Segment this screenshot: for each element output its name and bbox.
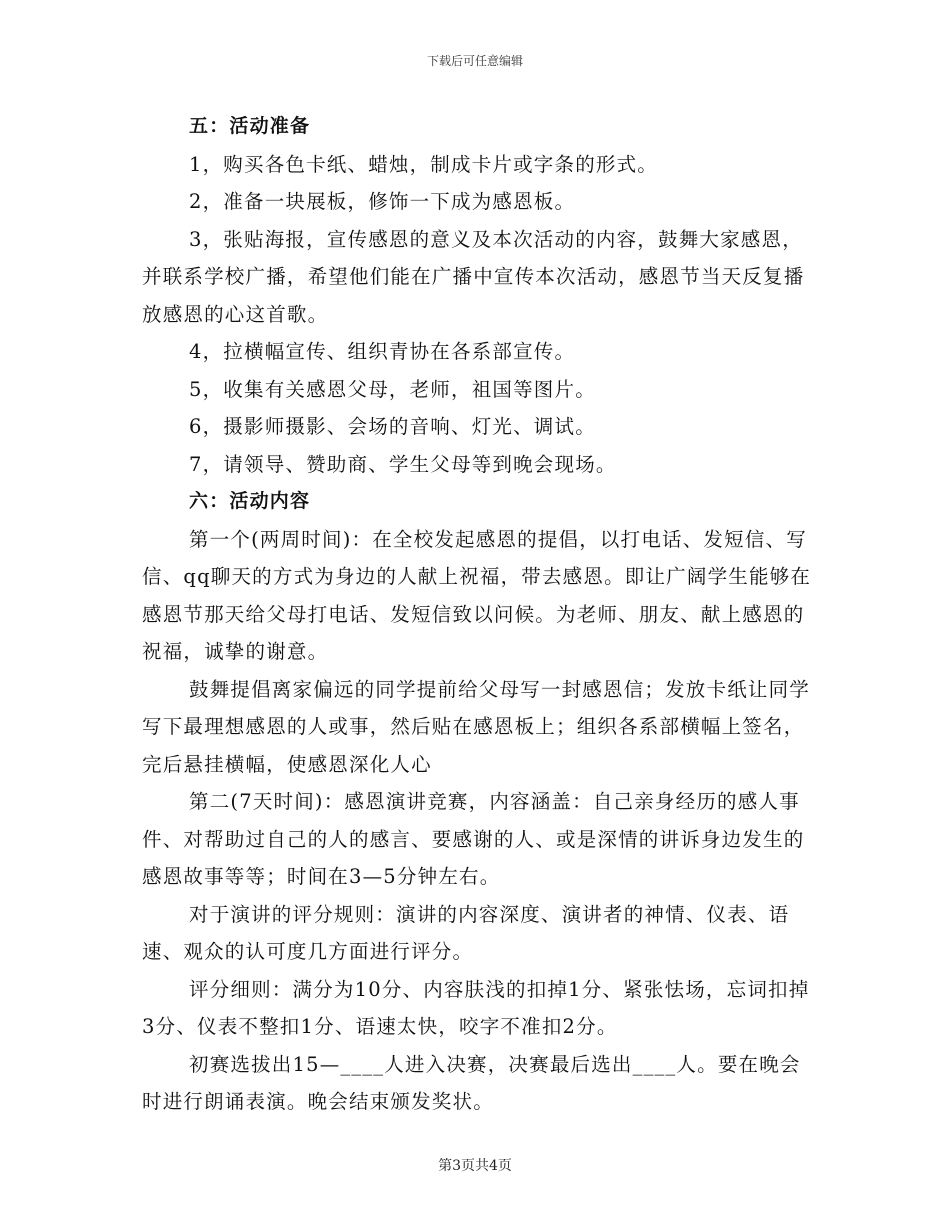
content-paragraph-5: 评分细则：满分为10分、内容肤浅的扣掉1分、紧张怯场，忘词扣掉3分、仪表不整扣1分、语速太快，咬字不准扣2分。 <box>142 977 810 1038</box>
document-body <box>142 108 814 1121</box>
prep-item-3: 3，张贴海报，宣传感恩的意义及本次活动的内容，鼓舞大家感恩，并联系学校广播，希望他们能在广播中宣传本次活动，感恩节当天反复播放感恩的心这首歌。 <box>142 227 805 326</box>
content-paragraph-2: 鼓舞提倡离家偏远的同学提前给父母写一封感恩信；发放卡纸让同学写下最理想感恩的人或事，然后贴在感恩板上；组织各系部横幅上签名，完后悬挂横幅，使感恩深化人心 <box>142 677 811 776</box>
prep-item-1: 1，购买各色卡纸、蜡烛，制成卡片或字条的形式。 <box>189 152 659 176</box>
prep-item-4: 4，拉横幅宣传、组织青协在各系部宣传。 <box>189 340 576 363</box>
content-paragraph-1: 第一个(两周时间)：在全校发起感恩的提倡，以打电话、发短信、写信、qq聊天的方式为身边的人献上祝福，带去感恩。即让广阔学生能够在感恩节那天给父母打电话、发短信致以问候。为老师、朋友、献上感恩的祝福，诚挚的谢意。 <box>142 527 812 663</box>
page-number: 第3页共4页 <box>438 1158 512 1174</box>
prep-item-7: 7，请领导、赞助商、学生父母等到晚会现场。 <box>189 452 617 476</box>
content-paragraph-4: 对于演讲的评分规则：演讲的内容深度、演讲者的神情、仪表、语速、观众的认可度几方面进行评分。 <box>142 902 790 963</box>
content-paragraph-3: 第二(7天时间)：感恩演讲竞赛，内容涵盖：自己亲身经历的感人事件、对帮助过自己的人的感言、要感谢的人、或是深情的讲诉身边发生的感恩故事等等；时间在3—5分钟左右。 <box>142 790 805 888</box>
content-paragraph-6: 初赛选拔出15—____人进入决赛，决赛最后选出____人。要在晚会时进行朗诵表演。晚会结束颁发奖状。 <box>142 1052 801 1113</box>
section-heading-content: 六：活动内容 <box>189 490 311 512</box>
prep-item-2: 2，准备一块展板，修饰一下成为感恩板。 <box>189 190 576 213</box>
prep-item-5: 5，收集有关感恩父母，老师，祖国等图片。 <box>189 377 596 401</box>
page-header: 下载后可任意编辑 <box>426 54 523 68</box>
prep-item-6: 6，摄影师摄影、会场的音响、灯光、调试。 <box>189 415 596 438</box>
section-heading-preparation: 五：活动准备 <box>189 115 311 137</box>
